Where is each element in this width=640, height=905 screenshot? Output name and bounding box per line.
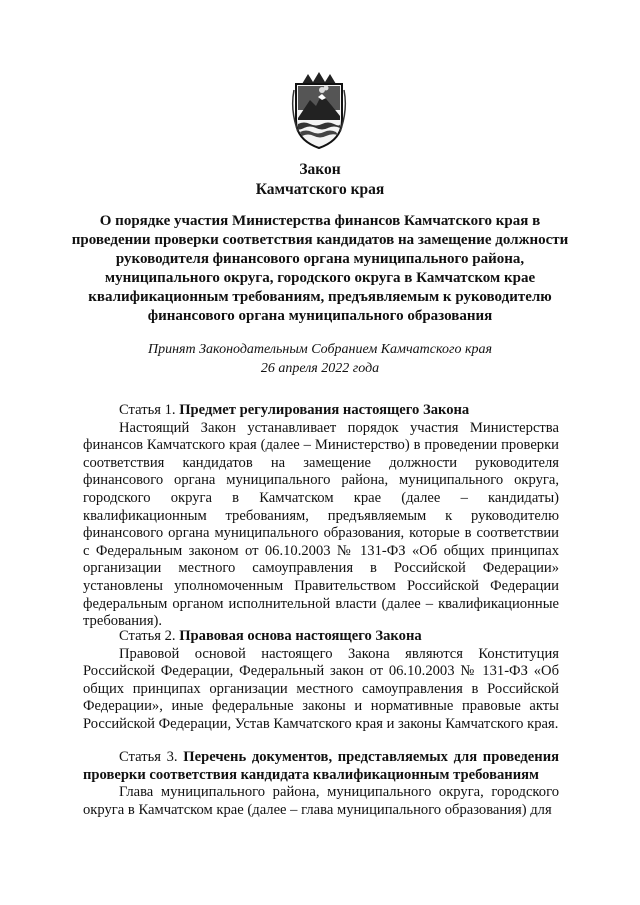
- article-label: Статья 1.: [119, 402, 176, 418]
- article-2: [83, 628, 559, 734]
- law-title-line-1: Закон: [299, 161, 341, 178]
- adoption-body: Принят Законодательным Собранием Камчатского края: [147, 342, 493, 357]
- law-subject: О порядке участия Министерства финансов Камчатского края в проведении проверки соответствия кандидатов на замещение должности руководителя финансового органа муниципального района, муниципального округа, городского округа в Камчатском крае квалификационным требованиям, предъявляемым к руководителю финансового органа муниципального образования: [71, 213, 569, 324]
- kamchatka-coat-of-arms-icon: [288, 70, 350, 150]
- article-1: [83, 402, 559, 631]
- law-title: [0, 160, 640, 200]
- article-3: [83, 749, 559, 819]
- article-heading: [83, 628, 559, 646]
- article-title: Перечень документов, представляемых для проведения проверки соответствия кандидата квалификационным требованиям: [83, 749, 559, 783]
- adoption-note: [0, 340, 640, 378]
- adoption-date: 26 апреля 2022 года: [260, 361, 380, 376]
- article-heading: [83, 402, 559, 420]
- article-title: Правовая основа настоящего Закона: [179, 628, 422, 644]
- article-heading: [83, 749, 559, 784]
- article-text: Настоящий Закон устанавливает порядок участия Министерства финансов Камчатского края (далее – Министерство) в проведении проверки соответствия кандидатов на замещение должности руководителя финансового органа муниципального района, муниципального округа, городского округа в Камчатском крае (далее – кандидаты) квалификационным требованиям, предъявляемым к руководителю финансового органа муниципального образования, которые в соответствии с Федеральным законом от 06.10.2003 № 131-ФЗ «Об общих принципах организации местного самоуправления в Российской Федерации» установлены уполномоченным Правительством Российской Федерации федеральным органом исполнительной власти (далее – квалификационные требования).: [83, 419, 559, 630]
- article-title: Предмет регулирования настоящего Закона: [179, 402, 470, 418]
- article-label: Статья 2.: [119, 628, 176, 644]
- article-text: Глава муниципального района, муниципального округа, городского округа в Камчатском крае (далее – глава муниципального образования) для: [83, 784, 559, 818]
- article-label: Статья 3.: [119, 749, 178, 765]
- law-title-line-2: Камчатского края: [255, 181, 385, 198]
- article-text: Правовой основой настоящего Закона являются Конституция Российской Федерации, Федеральный закон от 06.10.2003 № 131-ФЗ «Об общих принципах организации местного самоуправления в Российской Федерации», иные федеральные законы и нормативные правовые акты Российской Федерации, Устав Камчатского края и законы Камчатского края.: [83, 645, 559, 732]
